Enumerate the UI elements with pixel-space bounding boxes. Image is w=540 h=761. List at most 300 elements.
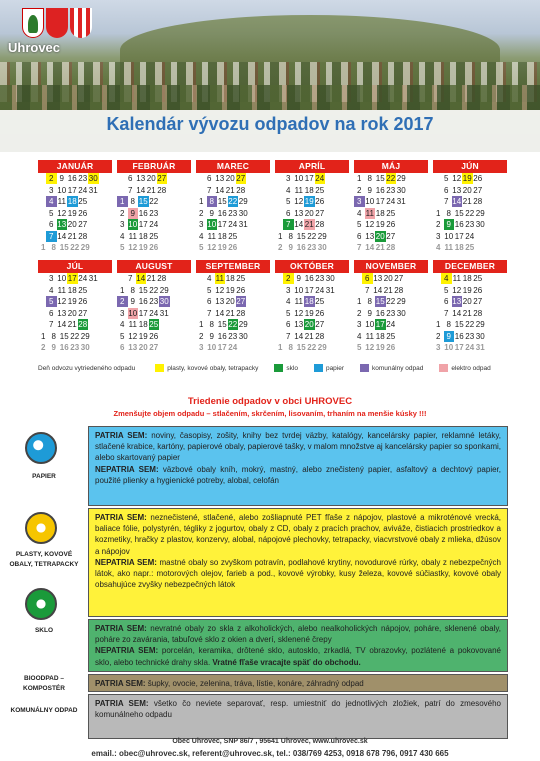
- day-cell: 23: [78, 174, 88, 183]
- day-cell: 25: [386, 208, 396, 218]
- day-cell: 5: [444, 285, 449, 295]
- day-cell: 17: [138, 308, 148, 318]
- day-cell: 6: [207, 297, 212, 306]
- month-9: [275, 260, 349, 354]
- day-cell: 23: [149, 208, 159, 218]
- day-cell: 22: [149, 285, 159, 295]
- sklo-label: SKLO: [34, 627, 54, 634]
- week-row: [117, 242, 191, 254]
- day-cell: 4: [120, 231, 125, 241]
- day-cell: 17: [304, 174, 314, 183]
- day-cell: 1: [278, 231, 283, 241]
- day-cell: 9: [128, 208, 139, 219]
- day-cell: 11: [452, 274, 461, 283]
- day-cell: 20: [138, 343, 148, 352]
- week-row: [275, 208, 349, 220]
- day-cell: [38, 319, 46, 330]
- week-row: [354, 331, 428, 343]
- day-cell: 10: [128, 220, 138, 229]
- footer-address: Obec Uhrovec, SNP 86/7 , 95641 Uhrovec, www.uhrovec.sk: [172, 738, 368, 745]
- day-cell: 1: [41, 331, 46, 341]
- day-cell: 2: [117, 296, 128, 307]
- day-cell: 6: [49, 220, 54, 229]
- day-cell: 30: [475, 220, 485, 229]
- legend: [38, 364, 508, 372]
- day-cell: 10: [294, 174, 304, 183]
- day-cell: 9: [288, 243, 293, 252]
- day-cell: 24: [228, 343, 238, 352]
- day-cell: 28: [157, 274, 167, 283]
- legend-label: elektro odpad: [451, 364, 491, 372]
- day-cell: 6: [207, 174, 212, 183]
- day-cell: 5: [46, 296, 57, 307]
- day-cell: 13: [215, 174, 225, 183]
- day-cell: 29: [159, 285, 169, 295]
- day-cell: 24: [228, 220, 238, 229]
- day-cell: 31: [475, 343, 485, 352]
- day-cell: 22: [70, 331, 80, 341]
- legend-label: papier: [325, 364, 345, 372]
- week-row: [117, 185, 191, 197]
- day-cell: 20: [146, 174, 156, 183]
- day-cell: 19: [138, 331, 148, 341]
- day-cell: 15: [59, 243, 69, 252]
- paper-bin-icon: [25, 432, 57, 464]
- day-cell: 24: [386, 320, 396, 329]
- day-cell: 31: [325, 285, 335, 295]
- day-cell: 1: [199, 197, 204, 206]
- day-cell: 28: [236, 308, 246, 318]
- day-cell: [117, 185, 125, 196]
- day-cell: 15: [454, 320, 464, 329]
- day-cell: 19: [304, 197, 314, 206]
- day-cell: 15: [375, 174, 385, 183]
- day-cell: 18: [454, 243, 464, 252]
- day-cell: 29: [317, 343, 327, 352]
- day-cell: 18: [462, 274, 472, 283]
- sklo-no-label: NEPATRIA SEM:: [95, 646, 159, 656]
- week-row: [117, 208, 191, 220]
- month-1: [117, 160, 191, 254]
- day-cell: 2: [41, 343, 46, 352]
- day-cell: 22: [307, 343, 317, 352]
- day-cell: 28: [473, 308, 483, 318]
- day-cell: 27: [236, 297, 246, 306]
- day-cell: 27: [157, 174, 167, 183]
- week-row: [354, 285, 428, 297]
- day-cell: 7: [207, 185, 212, 195]
- day-cell: 29: [238, 197, 248, 206]
- day-cell: 11: [365, 208, 374, 218]
- day-cell: 23: [149, 297, 159, 306]
- month-0: [38, 160, 112, 254]
- flag-icon: [70, 8, 92, 38]
- day-cell: 15: [296, 343, 306, 352]
- month-4: [354, 160, 428, 254]
- day-cell: [117, 173, 125, 184]
- day-cell: 14: [294, 220, 304, 229]
- day-cell: 13: [452, 185, 462, 195]
- legend-swatch: [155, 364, 164, 372]
- day-cell: 29: [396, 297, 406, 306]
- month-5: [433, 160, 507, 254]
- week-row: [38, 208, 112, 220]
- day-cell: 25: [149, 320, 159, 329]
- day-cell: 4: [357, 208, 362, 218]
- day-cell: 19: [138, 243, 148, 252]
- day-cell: 10: [57, 274, 67, 283]
- day-cell: 19: [462, 285, 472, 295]
- day-cell: 22: [70, 243, 80, 252]
- day-cell: 10: [365, 320, 375, 329]
- week-row: [38, 331, 112, 343]
- day-cell: 16: [59, 343, 69, 352]
- week-row: [354, 273, 428, 285]
- day-cell: 28: [78, 231, 88, 241]
- day-cell: 15: [217, 320, 227, 329]
- day-cell: [275, 273, 283, 284]
- day-cell: 5: [120, 331, 125, 341]
- day-cell: 14: [57, 320, 67, 329]
- day-cell: 18: [375, 331, 385, 341]
- day-cell: 3: [436, 231, 441, 241]
- day-cell: 26: [236, 285, 246, 295]
- week-row: [196, 173, 270, 185]
- week-row: [196, 296, 270, 308]
- day-cell: 20: [304, 208, 314, 218]
- day-cell: 6: [49, 308, 54, 318]
- week-row: [196, 208, 270, 220]
- day-cell: 3: [120, 220, 125, 229]
- day-cell: 9: [444, 331, 455, 342]
- day-cell: [196, 185, 204, 196]
- day-cell: 10: [207, 220, 217, 229]
- day-cell: 29: [80, 331, 90, 341]
- day-cell: 30: [88, 174, 98, 183]
- week-row: [275, 319, 349, 331]
- day-cell: 30: [238, 208, 248, 218]
- day-cell: 15: [217, 197, 227, 206]
- week-row: [354, 173, 428, 185]
- week-row: [38, 173, 112, 185]
- week-row: [117, 331, 191, 343]
- day-cell: 21: [146, 185, 156, 195]
- week-row: [433, 319, 507, 331]
- day-cell: 7: [286, 331, 291, 341]
- day-cell: 3: [199, 343, 204, 352]
- week-row: [117, 285, 191, 297]
- day-cell: 19: [67, 297, 77, 306]
- legend-swatch: [314, 364, 323, 372]
- day-cell: 6: [128, 174, 133, 183]
- day-cell: 13: [57, 220, 67, 229]
- week-row: [38, 242, 112, 254]
- plasty-label: PLASTY, KOVOVÉ OBALY, TETRAPACKY: [9, 551, 79, 568]
- day-cell: 18: [304, 185, 314, 195]
- day-cell: 24: [465, 231, 475, 241]
- day-cell: 18: [375, 208, 385, 218]
- day-cell: 20: [462, 297, 472, 306]
- day-cell: [38, 219, 46, 230]
- day-cell: 21: [225, 308, 235, 318]
- day-cell: 2: [357, 308, 362, 318]
- day-cell: 23: [228, 208, 238, 218]
- plasty-no-text: mastné obaly so zvyškom potravín, podlahové krytiny, novodurové rúrky, obaly z nebezpečných látok, ako napr.: motorových olejov, farieb a pod., kovové výrobky, kusy železa, kovové súčiastky, kovové obaly obsahujúce zvyšky nebezpečných látok: [95, 557, 501, 590]
- day-cell: 24: [386, 197, 396, 206]
- month-name: JÚL: [38, 260, 112, 273]
- day-cell: 18: [304, 297, 314, 306]
- papier-label: PAPIER: [32, 473, 56, 480]
- day-cell: 13: [294, 320, 304, 329]
- week-row: [433, 219, 507, 231]
- day-cell: 12: [128, 331, 138, 341]
- day-cell: [38, 208, 46, 219]
- day-cell: [433, 196, 441, 207]
- day-cell: 16: [454, 331, 464, 341]
- day-cell: 25: [315, 297, 325, 306]
- day-cell: [196, 273, 204, 284]
- day-cell: 22: [228, 320, 238, 329]
- day-cell: 27: [236, 174, 246, 183]
- day-cell: 4: [120, 320, 125, 329]
- day-cell: 19: [375, 220, 385, 229]
- day-cell: 4: [49, 285, 54, 295]
- day-cell: [196, 285, 204, 296]
- week-row: [275, 196, 349, 208]
- day-cell: 9: [444, 219, 455, 230]
- footer-contact: email.: obec@uhrovec.sk, referent@uhrovec.sk, tel.: 038/769 4253, 0918 678 796, 0917 430 665: [91, 749, 449, 758]
- week-row: [38, 231, 112, 243]
- page-title: Kalendár vývozu odpadov na rok 2017: [106, 114, 434, 134]
- day-cell: 27: [315, 320, 325, 329]
- komunal-box: [88, 694, 508, 739]
- month-11: [433, 260, 507, 354]
- day-cell: 30: [396, 308, 406, 318]
- day-cell: 16: [67, 174, 77, 183]
- day-cell: 14: [452, 308, 462, 318]
- month-8: [196, 260, 270, 354]
- day-cell: 16: [296, 243, 306, 252]
- day-cell: 6: [362, 273, 373, 284]
- day-cell: 26: [386, 343, 396, 352]
- day-cell: 14: [373, 285, 383, 295]
- day-cell: 24: [315, 285, 325, 295]
- day-cell: 22: [149, 197, 159, 206]
- day-cell: 6: [357, 231, 362, 241]
- papier-box: [88, 426, 508, 506]
- day-cell: 2: [46, 173, 57, 184]
- day-cell: 16: [375, 185, 385, 195]
- month-name: MAREC: [196, 160, 270, 173]
- day-cell: 9: [209, 208, 214, 218]
- week-row: [275, 273, 349, 285]
- plastic-bin-icon: [25, 512, 57, 544]
- day-cell: 22: [386, 297, 396, 306]
- day-cell: 4: [286, 185, 291, 195]
- day-cell: 11: [207, 231, 216, 241]
- plasty-yes-text: neznečistené, stlačené, alebo zošliapnuté PET fľaše z nápojov, plastové a mikroténové vrecká, baliace fólie, polystyrén, tégliky z jogurtov, obaly z CD, obaly z pracích prachov, aviváže, čistiacich prostriedkov a kozmetiky, hračky z plastov, konzervy, alobal, nápojové plechovky, tetrapacky, viacvrstvové obaly z mlieka, džúsov a nápojov: [95, 513, 501, 556]
- day-cell: 25: [78, 197, 88, 206]
- week-row: [354, 219, 428, 231]
- week-row: [433, 285, 507, 297]
- day-cell: 4: [46, 196, 57, 207]
- week-row: [433, 196, 507, 208]
- day-cell: 5: [444, 174, 449, 183]
- papier-yes-label: PATRIA SEM:: [95, 431, 148, 440]
- day-cell: 3: [120, 308, 125, 318]
- day-cell: [38, 173, 46, 184]
- day-cell: 30: [238, 331, 248, 341]
- bio-label: BIOODPAD – KOMPOSTÉR: [23, 675, 65, 692]
- day-cell: 6: [286, 320, 291, 329]
- day-cell: 1: [278, 343, 283, 352]
- day-cell: [275, 185, 283, 196]
- day-cell: 28: [157, 185, 167, 195]
- day-cell: [275, 208, 283, 219]
- day-cell: 5: [286, 197, 291, 206]
- day-cell: [275, 285, 283, 296]
- week-row: [117, 173, 191, 185]
- day-cell: 22: [465, 208, 475, 218]
- day-cell: [196, 173, 204, 184]
- day-cell: 31: [88, 185, 98, 195]
- day-cell: 21: [462, 308, 472, 318]
- legend-swatch: [360, 364, 369, 372]
- day-cell: 25: [465, 243, 475, 252]
- month-name: NOVEMBER: [354, 260, 428, 273]
- day-cell: [433, 185, 441, 196]
- day-cell: 28: [473, 197, 483, 206]
- day-cell: 18: [138, 320, 148, 329]
- day-cell: 10: [57, 185, 67, 195]
- month-name: DECEMBER: [433, 260, 507, 273]
- day-cell: 16: [217, 208, 227, 218]
- day-cell: 22: [228, 197, 238, 206]
- week-row: [433, 185, 507, 197]
- day-cell: [38, 285, 46, 296]
- week-row: [38, 196, 112, 208]
- week-row: [275, 331, 349, 343]
- day-cell: [117, 273, 125, 284]
- day-cell: 27: [315, 208, 325, 218]
- week-row: [196, 242, 270, 254]
- week-row: [354, 196, 428, 208]
- day-cell: 18: [67, 285, 77, 295]
- day-cell: [275, 196, 283, 207]
- day-cell: 3: [357, 320, 362, 329]
- day-cell: 1: [199, 320, 204, 329]
- day-cell: 24: [78, 274, 88, 283]
- day-cell: 30: [396, 185, 406, 195]
- day-cell: 23: [315, 274, 325, 283]
- week-row: [38, 342, 112, 354]
- day-cell: 19: [462, 174, 472, 183]
- day-cell: 22: [465, 320, 475, 329]
- day-cell: 19: [67, 208, 77, 218]
- day-cell: 12: [128, 243, 138, 252]
- day-cell: 23: [465, 331, 475, 341]
- week-row: [117, 196, 191, 208]
- logo-text: Uhrovec: [8, 40, 61, 55]
- day-cell: 27: [149, 343, 159, 352]
- day-cell: 19: [375, 343, 385, 352]
- month-3: [275, 160, 349, 254]
- week-row: [38, 319, 112, 331]
- sorting-subtitle: Zmenšujte objem odpadu – stlačením, skrčením, lisovaním, trhaním na menšie kúsky !!!: [113, 409, 427, 418]
- coat-of-arms-icon: [46, 8, 68, 38]
- day-cell: 23: [307, 243, 317, 252]
- day-cell: 25: [315, 185, 325, 195]
- day-cell: 14: [452, 197, 462, 206]
- day-cell: 1: [120, 285, 125, 295]
- week-row: [196, 219, 270, 231]
- day-cell: 25: [386, 331, 396, 341]
- day-cell: 31: [159, 308, 169, 318]
- week-row: [433, 242, 507, 254]
- week-row: [275, 173, 349, 185]
- sklo-box: [88, 619, 508, 672]
- day-cell: 4: [436, 243, 441, 252]
- sklo-return-note: Vratné fľaše vracajte späť do obchodu.: [210, 657, 361, 667]
- day-cell: 3: [49, 185, 54, 195]
- day-cell: 8: [207, 196, 218, 207]
- day-cell: 5: [286, 308, 291, 318]
- day-cell: 30: [475, 331, 485, 341]
- day-cell: 29: [396, 174, 406, 183]
- day-cell: 13: [136, 174, 146, 183]
- day-cell: 26: [315, 308, 325, 318]
- day-cell: 2: [436, 220, 441, 229]
- week-row: [275, 285, 349, 297]
- day-cell: 2: [357, 185, 362, 195]
- day-cell: 13: [294, 208, 304, 218]
- week-row: [354, 308, 428, 320]
- day-cell: 4: [286, 297, 291, 306]
- day-cell: 21: [67, 231, 77, 241]
- day-cell: 9: [367, 185, 372, 195]
- day-cell: 26: [78, 297, 88, 306]
- week-row: [275, 308, 349, 320]
- day-cell: [38, 296, 46, 307]
- day-cell: 27: [473, 297, 483, 306]
- week-row: [117, 319, 191, 331]
- day-cell: 13: [365, 231, 375, 241]
- day-cell: 14: [136, 185, 146, 195]
- day-cell: [38, 273, 46, 284]
- day-cell: 28: [78, 320, 88, 329]
- town-foreground: [0, 85, 540, 110]
- week-row: [433, 231, 507, 243]
- day-cell: 12: [215, 285, 225, 295]
- day-cell: 24: [78, 185, 88, 195]
- day-cell: 10: [294, 285, 304, 295]
- day-cell: 4: [199, 231, 204, 241]
- tree-icon: [28, 15, 38, 33]
- day-cell: 20: [375, 231, 385, 241]
- day-cell: 1: [117, 196, 128, 207]
- day-cell: 15: [138, 285, 148, 295]
- sklo-no-text: porcelán, keramika, drôtené sklo, autosklo, zrkadlá, TV obrazovky, pozlátené a pokovované sklo, alebo technické drahy skla.: [95, 646, 501, 667]
- day-cell: 12: [294, 308, 304, 318]
- day-cell: 6: [120, 343, 125, 352]
- day-cell: 1: [436, 320, 441, 329]
- day-cell: 5: [199, 243, 204, 252]
- day-cell: 16: [454, 220, 464, 229]
- day-cell: 14: [294, 331, 304, 341]
- week-row: [196, 273, 270, 285]
- day-cell: 14: [136, 274, 146, 283]
- month-7: [117, 260, 191, 354]
